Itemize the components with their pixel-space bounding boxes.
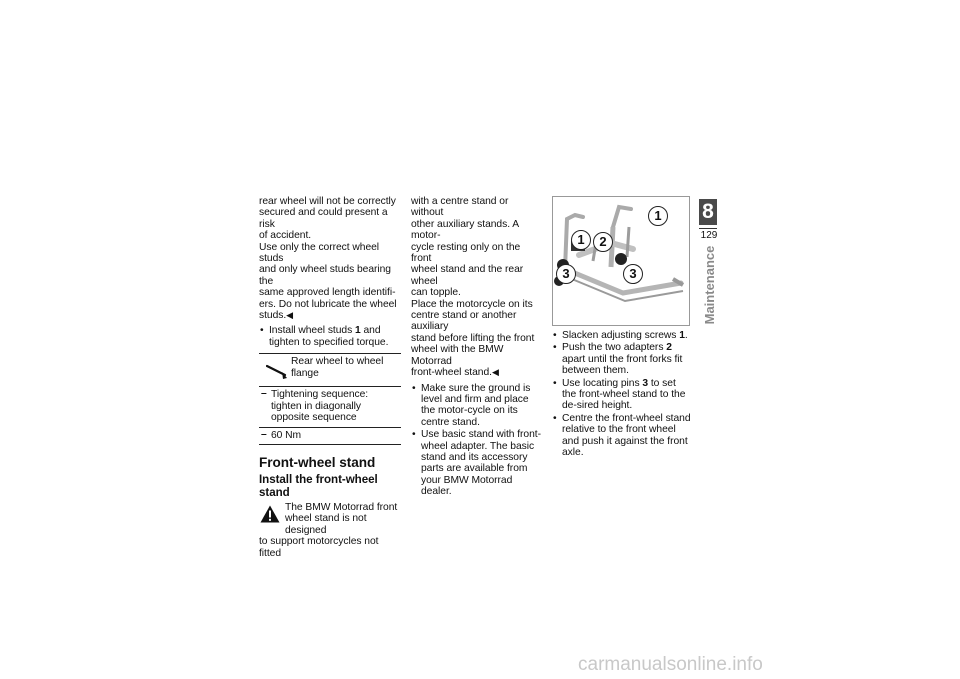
torque-value-row: – 60 Nm xyxy=(259,427,401,444)
chapter-divider xyxy=(699,228,717,229)
section-title: Front-wheel stand xyxy=(259,454,376,470)
list-item: • Slacken adjusting screws 1. xyxy=(552,330,692,341)
list-item: • Use locating pins 3 to set the front-wheel stand to the de-sired height. xyxy=(552,378,692,412)
callout-1-top: 1 xyxy=(648,206,668,226)
end-of-note-marker: ◀ xyxy=(286,310,294,321)
torque-spec-table xyxy=(259,353,401,445)
callout-1-left: 1 xyxy=(571,230,591,250)
adjustment-steps xyxy=(552,330,692,458)
chapter-number: 8 xyxy=(699,199,717,225)
front-wheel-stand-illustration xyxy=(552,196,690,326)
front-wheel-stand-drawing xyxy=(553,197,689,325)
callout-3-right: 3 xyxy=(623,264,643,284)
intro-paragraph: rear wheel will not be correctly secured and could present a risk of accident. xyxy=(259,196,396,242)
section-label: Maintenance xyxy=(702,245,717,325)
install-steps xyxy=(259,325,401,348)
preparation-steps xyxy=(411,383,543,498)
callout-3-left: 3 xyxy=(556,264,576,284)
warning-paragraph: with a centre stand or without other auxiliary stands. A motor- cycle resting only on the front wheel stand and the rear wheel can topple. Place the motorcycle on its centre stand or another auxiliary stand before lifting the front wheel with the BMW Motorrad front-wheel stand.◀ xyxy=(411,196,535,379)
column-middle xyxy=(411,196,543,499)
column-right xyxy=(552,196,692,459)
column-left xyxy=(259,196,401,559)
torque-sequence-row: – Tightening sequence: tighten in diagonally opposite sequence xyxy=(259,386,401,426)
warning-triangle-icon xyxy=(260,505,280,523)
end-of-warning-marker: ◀ xyxy=(491,367,499,378)
warning-continued: to support motorcycles not fitted xyxy=(259,536,379,559)
torque-spec-header: Rear wheel to wheel flange xyxy=(259,354,401,386)
watermark: carmanualsonline.info xyxy=(578,654,763,675)
warning-notice: The BMW Motorrad front wheel stand is not designed xyxy=(259,502,401,536)
list-item: • Install wheel studs 1 and tighten to specified torque. xyxy=(259,325,401,348)
list-item: • Push the two adapters 2 apart until the front forks fit between them. xyxy=(552,342,692,376)
wheel-stud-note: Use only the correct wheel studs and only wheel studs bearing the same approved length identifi- ers. Do not lubricate the wheel studs.◀ xyxy=(259,241,397,322)
callout-2: 2 xyxy=(593,232,613,252)
list-item: • Make sure the ground is level and firm and place the motor-cycle on its centre stand. xyxy=(411,383,543,429)
subsection-title: Install the front-wheel stand xyxy=(259,472,378,499)
list-item: • Use basic stand with front-wheel adapter. The basic stand and its accessory parts are available from your BMW Motorrad dealer. xyxy=(411,429,543,497)
page-number: 129 xyxy=(700,230,718,241)
torque-wrench-icon xyxy=(266,364,288,380)
list-item: • Centre the front-wheel stand relative to the front wheel and push it against the front axle. xyxy=(552,413,692,459)
